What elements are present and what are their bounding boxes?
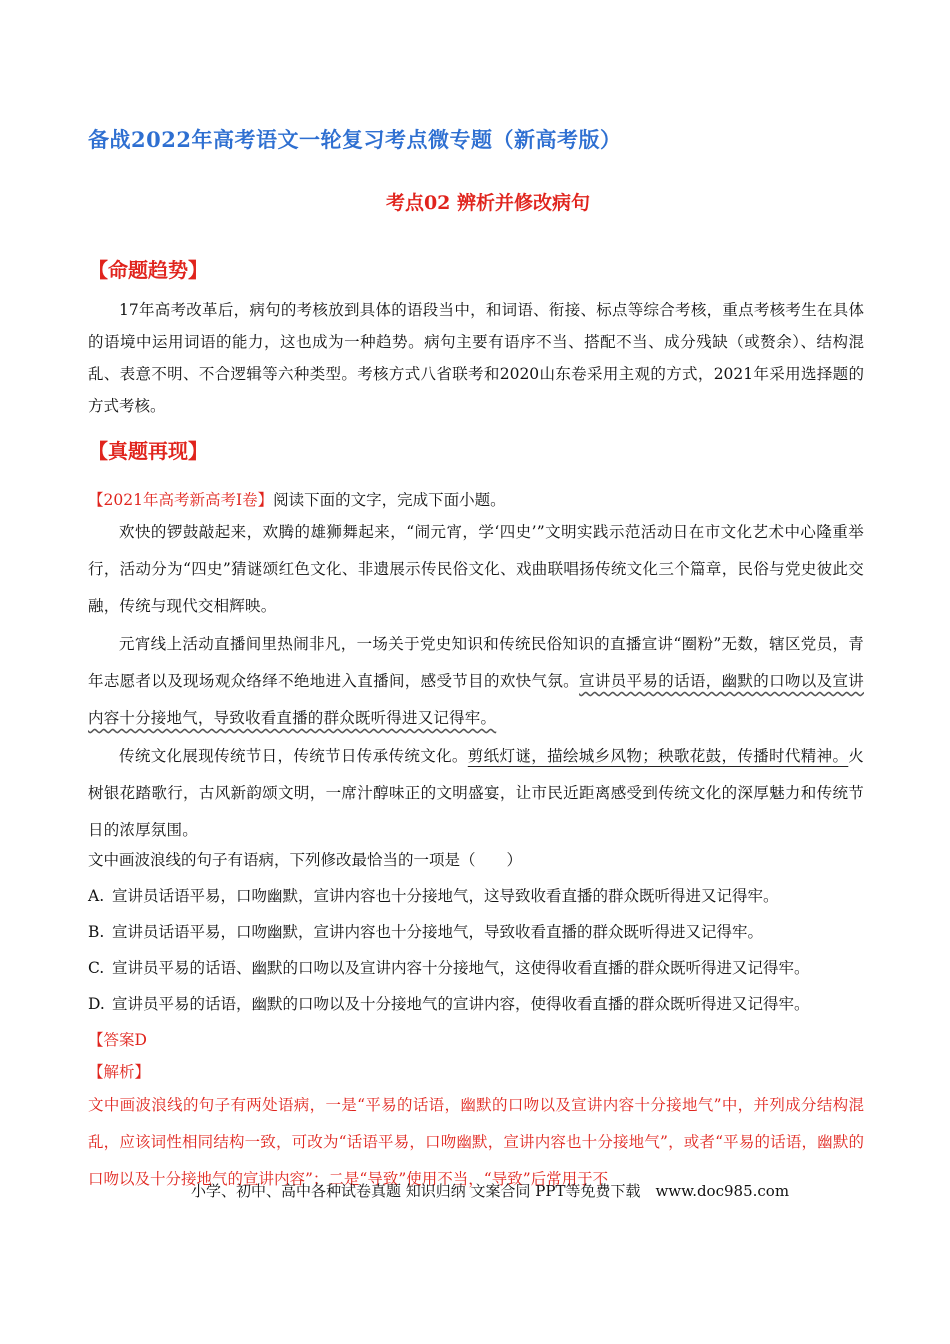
analysis-text: 文中画波浪线的句子有两处语病，一是“平易的话语，幽默的口吻以及宣讲内容十分接地气”中，并列成分结构混乱，应该词性相同结构一致，可改为“话语平易，口吻幽默，宣讲内容也十分接地气”，或者“平易的话语，幽默的口吻以及十分接地气的宣讲内容”；二是“导致”使用不当，“导致”后常用于不 bbox=[88, 1096, 864, 1188]
passage-3-plain-1: 传统文化展现传统节日，传统节日传承传统文化。 bbox=[119, 747, 468, 765]
option-label: B. bbox=[88, 923, 105, 941]
option-b bbox=[88, 918, 763, 946]
passage-2-plain: 元宵线上活动直播间里热闹非凡，一场关于党史知识和传统民俗知识的直播宣讲“圈粉”无数，辖区党员，青年志愿者以及现场观众络绎不绝地进入直播间，感受节目的欢快气氛。 bbox=[88, 635, 864, 690]
option-text: 宣讲员话语平易，口吻幽默，宣讲内容也十分接地气，导致收看直播的群众既听得进又记得牢。 bbox=[112, 923, 764, 941]
footer-note: 小学、初中、高中各种试卷真题 知识归纳 文案合同 PPT等免费下载 www.doc985.com bbox=[190, 1182, 790, 1200]
topic-title: 考点02 辨析并修改病句 bbox=[385, 192, 590, 214]
option-label: C. bbox=[88, 959, 105, 977]
wavy-underlined-sentence: 宣讲员平易的话语，幽默的口吻以及宣讲内容十分接地气，导致收看直播的群众既听得进又记得牢。 bbox=[88, 672, 865, 727]
option-label: D. bbox=[88, 995, 105, 1013]
analysis-heading: 【解析】 bbox=[88, 1063, 151, 1081]
option-text: 宣讲员话语平易，口吻幽默，宣讲内容也十分接地气，这导致收看直播的群众既听得进又记得牢。 bbox=[112, 887, 779, 905]
trend-heading: 【命题趋势】 bbox=[88, 258, 208, 282]
option-label: A. bbox=[88, 887, 105, 905]
passage-paragraph-2 bbox=[88, 626, 864, 737]
passage-paragraph-3 bbox=[88, 738, 864, 849]
option-c bbox=[88, 954, 810, 982]
underlined-sentence: 剪纸灯谜，描绘城乡风物；秧歌花鼓，传播时代精神。 bbox=[467, 747, 849, 765]
option-a bbox=[88, 882, 779, 910]
trend-paragraph: 17年高考改革后，病句的考核放到具体的语段当中，和词语、衔接、标点等综合考核，重点考核考生在具体的语境中运用词语的能力，这也成为一种趋势。病句主要有语序不当、搭配不当、成分残缺（或赘余）、结构混乱、表意不明、不合逻辑等六种类型。考核方式八省联考和2020山东卷采用主观的方式，2021年采用选择题的方式考核。 bbox=[88, 301, 864, 415]
answer-line: 【答案D bbox=[88, 1031, 147, 1049]
real-exam-heading: 【真题再现】 bbox=[88, 439, 208, 463]
passage-paragraph-1: 欢快的锣鼓敲起来，欢腾的雄狮舞起来，“闹元宵，学‘四史’”文明实践示范活动日在市文化艺术中心隆重举行，活动分为“四史”猜谜颂红色文化、非遗展示传民俗文化、戏曲联唱扬传统文化三个篇章，民俗与党史彼此交融，传统与现代交相辉映。 bbox=[88, 523, 864, 615]
passage-3-plain-2: 火树银花踏歌行，古风新韵颂文明，一席汁醇味正的文明盛宴，让市民近距离感受到传统文化的深厚魅力和传统节日的浓厚氛围。 bbox=[88, 747, 864, 839]
source-tag: 【2021年高考新高考Ⅰ卷】 bbox=[88, 491, 274, 509]
source-line bbox=[88, 486, 506, 514]
instruction-text: 阅读下面的文字，完成下面小题。 bbox=[273, 491, 506, 509]
option-text: 宣讲员平易的话语、幽默的口吻以及宣讲内容十分接地气，这使得收看直播的群众既听得进又记得牢。 bbox=[112, 959, 810, 977]
option-d bbox=[88, 990, 810, 1018]
question-stem: 文中画波浪线的句子有语病，下列修改最恰当的一项是（ ） bbox=[88, 851, 523, 869]
option-text: 宣讲员平易的话语，幽默的口吻以及十分接地气的宣讲内容，使得收看直播的群众既听得进又记得牢。 bbox=[112, 995, 810, 1013]
series-title: 备战2022年高考语文一轮复习考点微专题（新高考版） bbox=[88, 127, 622, 152]
